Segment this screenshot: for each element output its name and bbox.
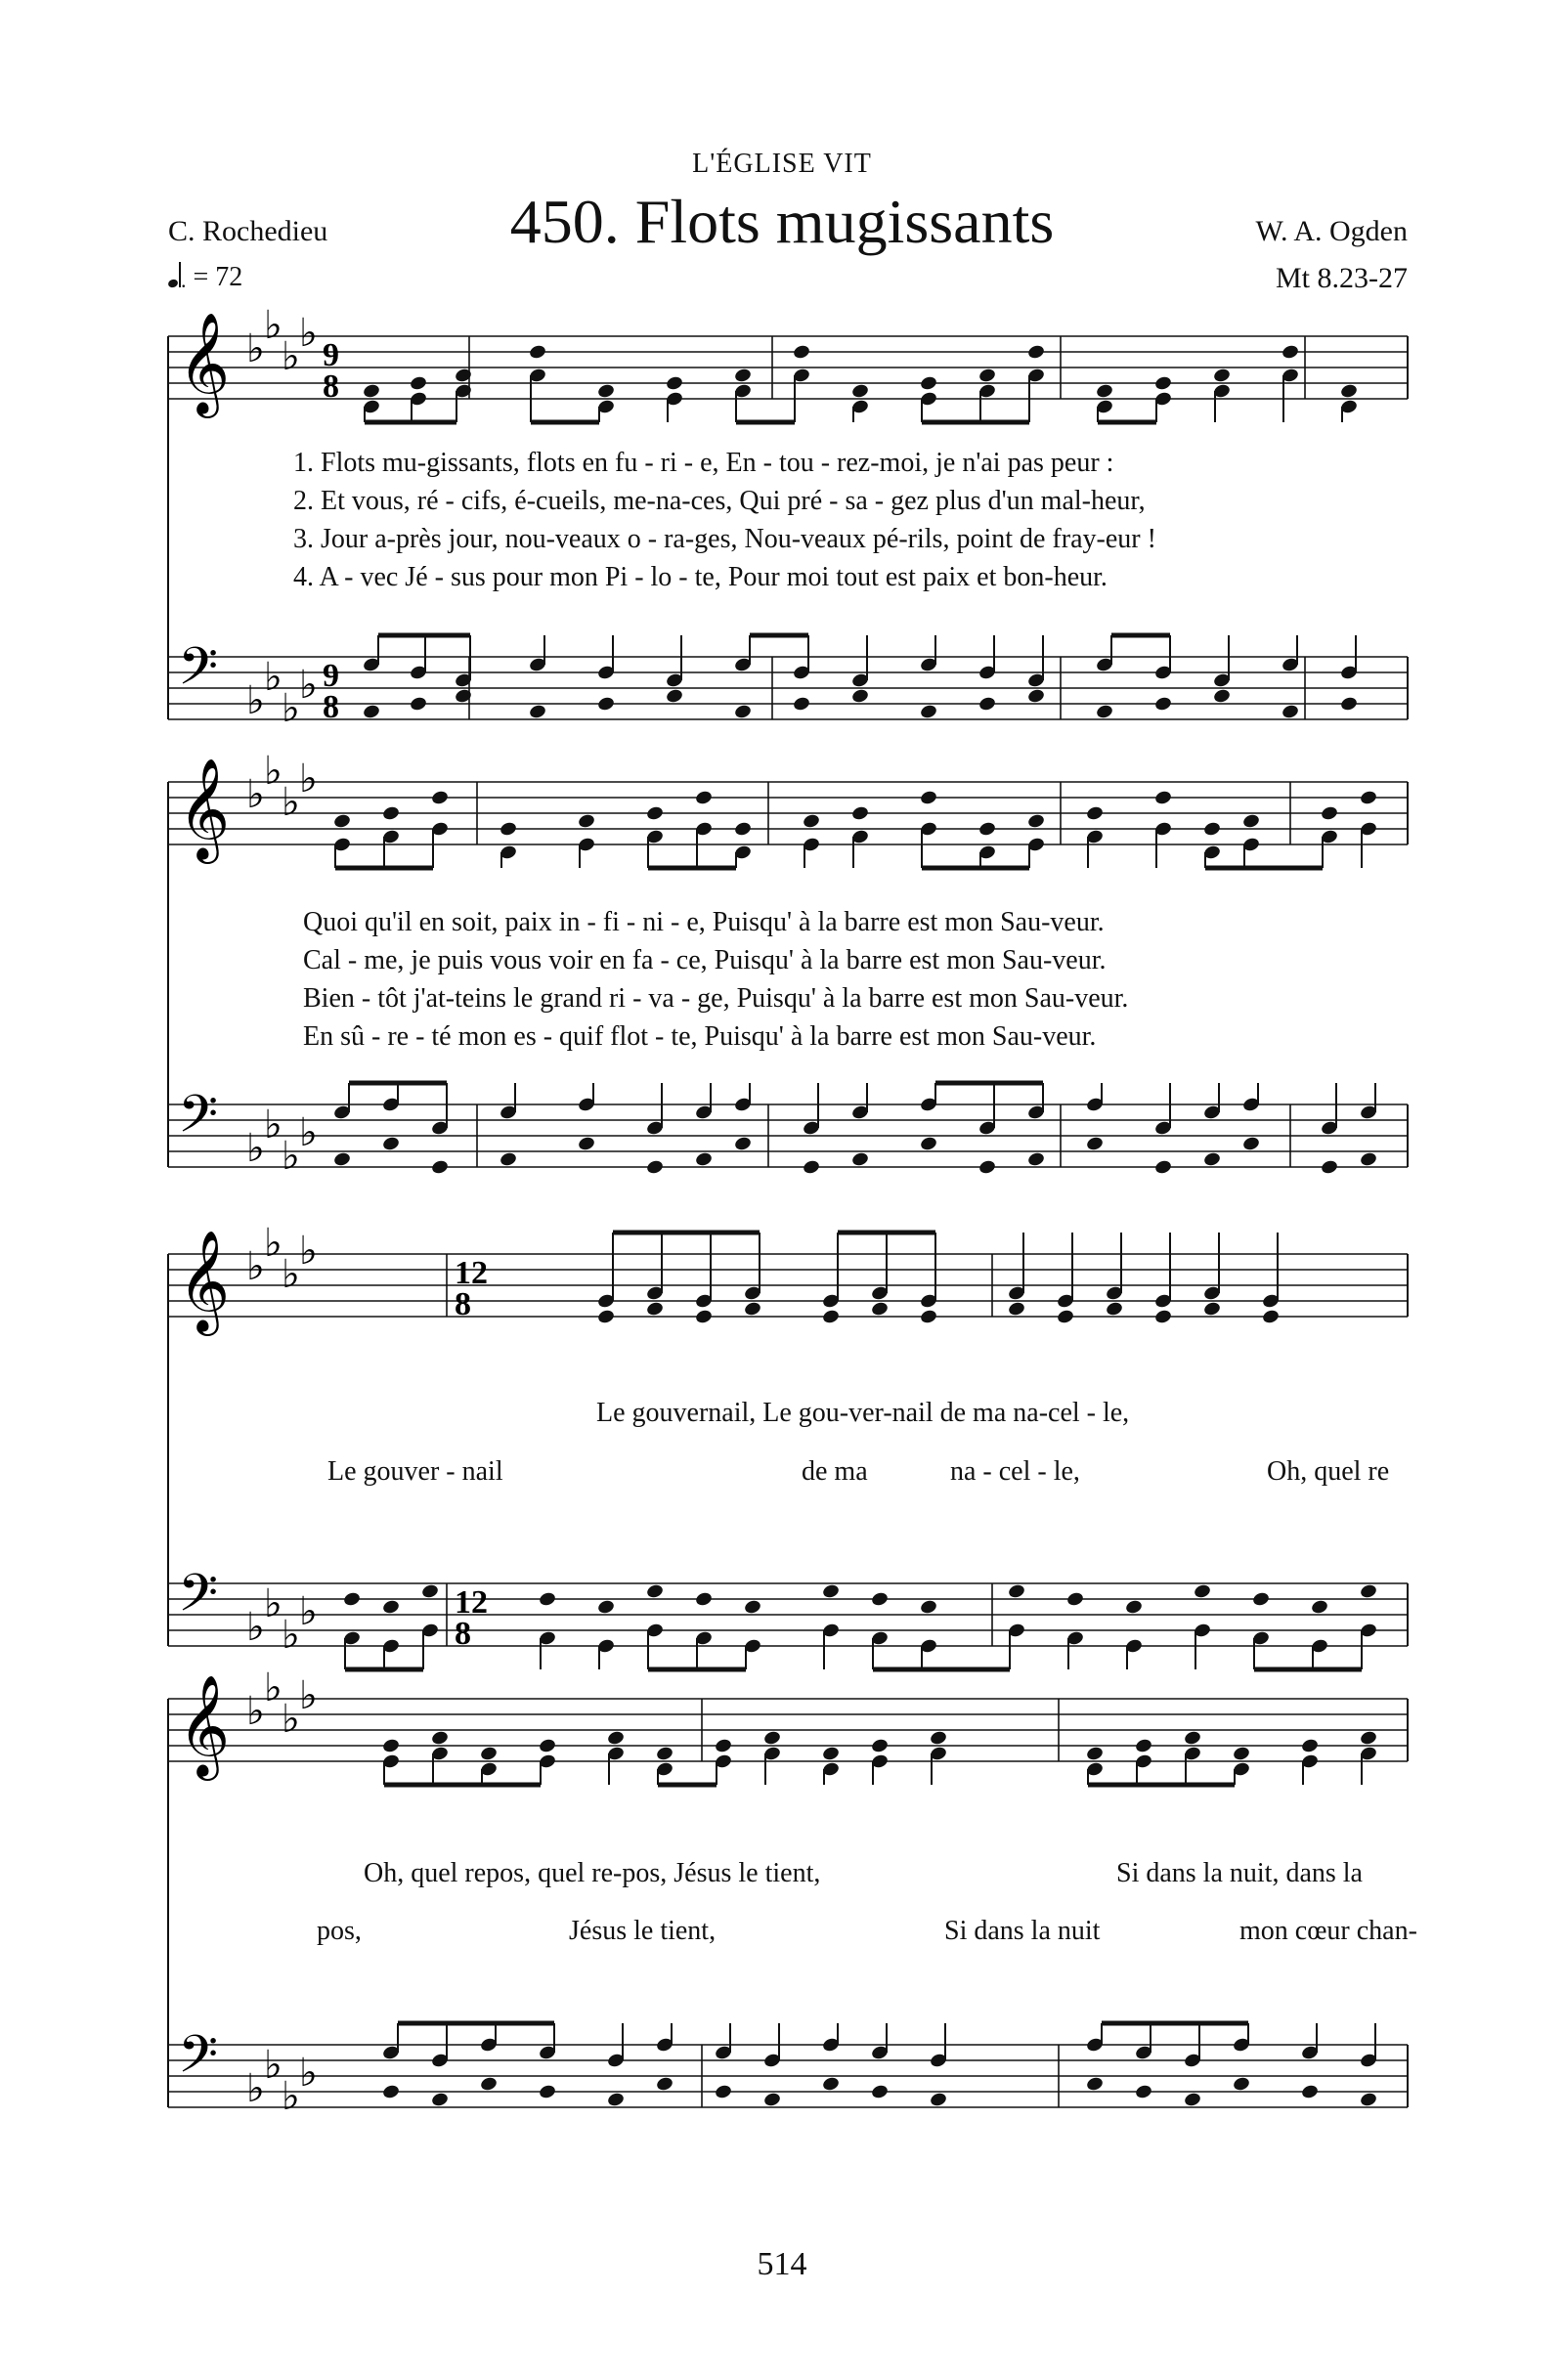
refrain2-lower-lyrics-b: Jésus le tient, <box>569 1916 717 1946</box>
flat-icon: ♭ <box>299 2051 318 2096</box>
note-head <box>1359 790 1377 806</box>
refrain-lower-lyrics-b: de ma <box>802 1456 868 1487</box>
note-head <box>850 805 869 822</box>
note-head <box>978 368 996 384</box>
refrain2-lower-lyrics-d: mon cœur chan- <box>1239 1916 1417 1946</box>
note-head <box>645 1583 664 1600</box>
note-head <box>1202 1301 1221 1318</box>
note-head <box>1281 704 1299 720</box>
note-head <box>821 1309 840 1325</box>
note-head <box>821 2076 840 2093</box>
flat-icon: ♭ <box>282 2074 300 2119</box>
note-head <box>577 1136 595 1152</box>
note-head <box>1359 1583 1377 1600</box>
note-head <box>606 1730 625 1747</box>
flat-icon: ♭ <box>246 1126 265 1171</box>
note-head <box>929 2092 947 2108</box>
note-head <box>1300 2084 1319 2100</box>
note-head <box>1183 1730 1201 1747</box>
note-head <box>362 383 380 400</box>
verse-1-line-1: 1. Flots mu-gissants, flots en fu - ri - e, En - tou - rez-moi, je n'ai pas peur : <box>293 448 1114 478</box>
note-head <box>694 790 713 806</box>
note-head <box>1212 688 1231 705</box>
note-head <box>929 1730 947 1747</box>
flat-icon: ♭ <box>264 1221 282 1266</box>
flat-icon: ♭ <box>264 1581 282 1626</box>
note-head <box>1251 1591 1270 1608</box>
note-head <box>1153 1159 1172 1176</box>
treble-clef-icon: 𝄞 <box>178 1674 231 1777</box>
time-signature: 8 <box>455 1286 471 1322</box>
note-head <box>821 1746 840 1762</box>
flat-icon: ♭ <box>246 678 265 723</box>
note-head <box>409 375 427 392</box>
verse-4-line-2: En sû - re - té mon es - quif flot - te, Puisqu' à la barre est mon Sau-veur. <box>303 1021 1097 1052</box>
flat-icon: ♭ <box>246 1605 265 1650</box>
note-head <box>1026 344 1045 361</box>
note-head <box>655 2076 673 2093</box>
time-signature: 8 <box>323 368 339 405</box>
note-head <box>332 1151 351 1168</box>
note-head <box>538 2084 556 2100</box>
note-head <box>733 1136 752 1152</box>
note-head <box>479 2076 498 2093</box>
flat-icon: ♭ <box>264 655 282 700</box>
note-head <box>792 696 810 713</box>
composer-credit: C. Rochedieu <box>168 215 328 247</box>
note-head <box>1359 1151 1377 1168</box>
treble-clef-icon: 𝄞 <box>178 1230 231 1332</box>
note-head <box>802 1159 820 1176</box>
note-head <box>1056 1309 1074 1325</box>
note-head <box>381 1738 400 1754</box>
flat-icon: ♭ <box>264 2043 282 2088</box>
note-head <box>420 1583 439 1600</box>
note-head <box>538 1591 556 1608</box>
note-head <box>596 1309 615 1325</box>
note-head <box>645 1301 664 1318</box>
flat-icon: ♭ <box>282 1613 300 1658</box>
note-head <box>1232 2076 1250 2093</box>
note-head <box>381 1599 400 1616</box>
verse-4-line-1: 4. A - vec Jé - sus pour mon Pi - lo - te, Pour moi tout est paix et bon-heur. <box>293 562 1108 592</box>
note-head <box>1193 1583 1211 1600</box>
note-head <box>1359 1730 1377 1747</box>
note-head <box>762 2092 781 2108</box>
verse-2-line-2: Cal - me, je puis vous voir en fa - ce, Puisqu' à la barre est mon Sau-veur. <box>303 945 1107 975</box>
note-head <box>850 1151 869 1168</box>
time-signature: 12 <box>455 1584 488 1621</box>
verse-1-line-2: Quoi qu'il en soit, paix in - fi - ni - e, Puisqu' à la barre est mon Sau-veur. <box>303 907 1105 937</box>
flat-icon: ♭ <box>264 749 282 794</box>
note-head <box>381 1136 400 1152</box>
note-head <box>1085 805 1104 822</box>
note-head <box>694 1309 713 1325</box>
flat-icon: ♭ <box>246 1689 265 1734</box>
refrain-lower-lyrics-d: Oh, quel re <box>1267 1456 1390 1487</box>
time-signature: 9 <box>323 658 339 694</box>
note-head <box>499 1151 517 1168</box>
note-head <box>792 344 810 361</box>
verse-3-line-2: Bien - tôt j'at-teins le grand ri - va - ge, Puisqu' à la barre est mon Sau-veur. <box>303 983 1129 1014</box>
note-head <box>1095 704 1113 720</box>
flat-icon: ♭ <box>264 1666 282 1710</box>
time-signature: 8 <box>323 689 339 725</box>
scripture-reference: Mt 8.23-27 <box>1276 262 1408 294</box>
note-head <box>577 813 595 830</box>
bass-clef-icon: 𝄢 <box>178 1085 219 1157</box>
note-head <box>1339 696 1358 713</box>
note-head <box>870 1738 889 1754</box>
section-title: L'ÉGLISE VIT <box>692 149 872 179</box>
flat-icon: ♭ <box>299 1229 318 1274</box>
flat-icon: ♭ <box>264 1103 282 1147</box>
note-head <box>655 1746 673 1762</box>
note-head <box>665 375 683 392</box>
note-head <box>1153 375 1172 392</box>
note-head <box>714 1738 732 1754</box>
page-number: 514 <box>757 2246 807 2282</box>
note-head <box>499 821 517 838</box>
flat-icon: ♭ <box>246 2066 265 2111</box>
note-head <box>919 375 937 392</box>
note-head <box>362 704 380 720</box>
tempo-marking: . = 72 <box>168 262 242 293</box>
flat-icon: ♭ <box>282 334 300 379</box>
note-head <box>1105 1301 1123 1318</box>
note-head <box>342 1591 361 1608</box>
refrain2-lower-lyrics-a: pos, <box>317 1916 362 1946</box>
note-head <box>1026 1151 1045 1168</box>
note-head <box>1085 1746 1104 1762</box>
note-head <box>1232 1746 1250 1762</box>
note-head <box>1241 1136 1260 1152</box>
time-signature: 8 <box>455 1616 471 1652</box>
flat-icon: ♭ <box>299 663 318 708</box>
note-head <box>1339 383 1358 400</box>
refrain-upper-lyrics: Le gouvernail, Le gou-ver-nail de ma na-cel - le, <box>596 1398 1130 1428</box>
time-signature: 12 <box>455 1255 488 1291</box>
note-head <box>1183 2092 1201 2108</box>
bass-clef-icon: 𝄢 <box>178 1564 219 1636</box>
flat-icon: ♭ <box>282 780 300 825</box>
note-head <box>870 1591 889 1608</box>
note-head <box>1320 805 1338 822</box>
note-head <box>733 821 752 838</box>
note-head <box>1124 1599 1143 1616</box>
time-signature: 9 <box>323 337 339 373</box>
note-head <box>870 2084 889 2100</box>
note-head <box>430 790 449 806</box>
note-head <box>1134 1738 1152 1754</box>
note-head <box>743 1301 761 1318</box>
note-head <box>1202 821 1221 838</box>
note-head <box>381 2084 400 2100</box>
note-head <box>1153 696 1172 713</box>
note-head <box>919 790 937 806</box>
flat-icon: ♭ <box>282 1697 300 1742</box>
note-head <box>978 821 996 838</box>
note-head <box>1007 1583 1025 1600</box>
note-head <box>733 704 752 720</box>
note-head <box>1202 1151 1221 1168</box>
note-head <box>1212 368 1231 384</box>
note-head <box>1241 813 1260 830</box>
verse-3-line-1: 3. Jour a-près jour, nou-veaux o - ra-ges, Nou-veaux pé-rils, point de fray-eur ! <box>293 524 1156 554</box>
flat-icon: ♭ <box>299 1589 318 1634</box>
note-head <box>538 1738 556 1754</box>
note-head <box>596 383 615 400</box>
note-head <box>1310 1599 1328 1616</box>
note-head <box>1320 1159 1338 1176</box>
note-head <box>606 2092 625 2108</box>
note-head <box>596 696 615 713</box>
note-head <box>694 1591 713 1608</box>
note-head <box>978 1159 996 1176</box>
note-head <box>762 1730 781 1747</box>
treble-clef-icon: 𝄞 <box>178 312 231 414</box>
note-head <box>1007 1301 1025 1318</box>
note-head <box>596 1599 615 1616</box>
note-head <box>1085 2076 1104 2093</box>
note-head <box>1300 1738 1319 1754</box>
note-head <box>919 1599 937 1616</box>
note-head <box>1095 383 1113 400</box>
note-head <box>430 1730 449 1747</box>
note-head <box>409 696 427 713</box>
note-head <box>919 704 937 720</box>
verse-2-line-1: 2. Et vous, ré - cifs, é-cueils, me-na-ces, Qui pré - sa - gez plus d'un mal-heur, <box>293 486 1146 516</box>
refrain2-upper-lyrics-b: Si dans la nuit, dans la <box>1116 1858 1363 1888</box>
note-head <box>870 1301 889 1318</box>
flat-icon: ♭ <box>299 1110 318 1155</box>
note-head <box>1134 2084 1152 2100</box>
note-head <box>528 704 546 720</box>
flat-icon: ♭ <box>299 757 318 801</box>
flat-icon: ♭ <box>246 1244 265 1289</box>
note-head <box>743 1599 761 1616</box>
flat-icon: ♭ <box>246 772 265 817</box>
note-head <box>479 1746 498 1762</box>
refrain-lower-lyrics-a: Le gouver - nail <box>327 1456 503 1487</box>
note-head <box>645 1159 664 1176</box>
note-head <box>665 688 683 705</box>
hymn-title: 450. Flots mugissants <box>509 187 1055 256</box>
note-head <box>430 1159 449 1176</box>
note-head <box>332 813 351 830</box>
note-head <box>1281 344 1299 361</box>
note-head <box>1261 1309 1280 1325</box>
note-head <box>802 813 820 830</box>
note-head <box>733 368 752 384</box>
refrain-lower-lyrics-c: na - cel - le, <box>950 1456 1080 1487</box>
note-head <box>645 805 664 822</box>
note-head <box>1026 688 1045 705</box>
refrain2-lower-lyrics-c: Si dans la nuit <box>944 1916 1101 1946</box>
flat-icon: ♭ <box>299 1673 318 1718</box>
note-head <box>850 383 869 400</box>
note-head <box>1153 790 1172 806</box>
bass-clef-icon: 𝄢 <box>178 2025 219 2098</box>
note-head <box>1026 813 1045 830</box>
refrain2-upper-lyrics-a: Oh, quel repos, quel re-pos, Jésus le tient, <box>364 1858 821 1888</box>
note-head <box>919 1309 937 1325</box>
note-head <box>1065 1591 1084 1608</box>
flat-icon: ♭ <box>282 1134 300 1179</box>
bass-clef-icon: 𝄢 <box>178 637 219 710</box>
note-head <box>1085 1136 1104 1152</box>
flat-icon: ♭ <box>246 326 265 371</box>
note-head <box>430 2092 449 2108</box>
note-head <box>694 1151 713 1168</box>
flat-icon: ♭ <box>299 311 318 356</box>
note-head <box>850 688 869 705</box>
flat-icon: ♭ <box>282 1252 300 1297</box>
note-head <box>978 696 996 713</box>
note-head <box>919 1136 937 1152</box>
flat-icon: ♭ <box>282 686 300 731</box>
flat-icon: ♭ <box>264 303 282 348</box>
author-credit: W. A. Ogden <box>1255 215 1408 247</box>
note-head <box>821 1583 840 1600</box>
note-head <box>528 344 546 361</box>
note-head <box>1153 1309 1172 1325</box>
treble-clef-icon: 𝄞 <box>178 757 231 860</box>
note-head <box>1359 2092 1377 2108</box>
note-head <box>381 805 400 822</box>
note-head <box>714 2084 732 2100</box>
